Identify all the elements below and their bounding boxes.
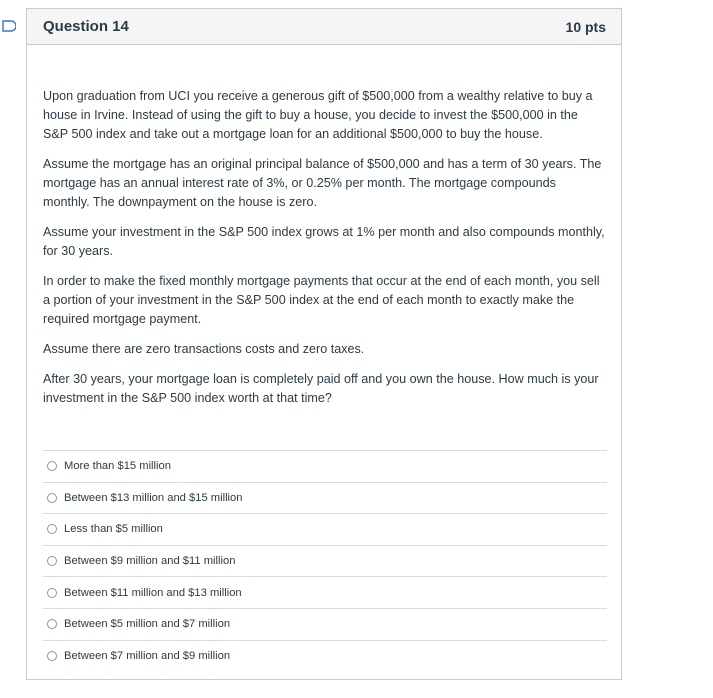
radio-button[interactable] xyxy=(47,524,57,534)
answer-option[interactable] xyxy=(43,576,607,608)
answer-option[interactable] xyxy=(43,513,607,545)
radio-button[interactable] xyxy=(47,619,57,629)
answer-list xyxy=(43,450,607,671)
answer-option[interactable] xyxy=(43,482,607,514)
question-points: 10 pts xyxy=(565,18,606,35)
question-paragraph: Assume there are zero transactions costs and zero taxes. xyxy=(43,342,365,356)
answer-label: Between $13 million and $15 million xyxy=(64,491,243,504)
radio-button[interactable] xyxy=(47,461,57,471)
question-paragraph: Assume your investment in the S&P 500 index grows at 1% per month and also compounds monthly, for 30 years. xyxy=(43,225,605,258)
answer-label: Less than $5 million xyxy=(64,523,163,536)
answer-option[interactable] xyxy=(43,545,607,577)
radio-button[interactable] xyxy=(47,493,57,503)
answer-option[interactable] xyxy=(43,640,607,672)
answer-label: Between $5 million and $7 million xyxy=(64,618,231,631)
answer-label: Between $11 million and $13 million xyxy=(64,586,242,599)
question-paragraph: Upon graduation from UCI you receive a generous gift of $500,000 from a wealthy relative to buy a house in Irvine. Instead of using the gift to buy a house, you decide to invest the $500,000 in the S&P 500 index and take out a mortgage loan for an additional $500,000 to buy the house. xyxy=(43,89,593,141)
answer-label: Between $7 million and $9 million xyxy=(64,649,231,662)
question-paragraph: After 30 years, your mortgage loan is completely paid off and you own the house. How much is your investment in the S&P 500 index worth at that time? xyxy=(43,372,599,405)
answer-option[interactable] xyxy=(43,608,607,640)
answer-option[interactable] xyxy=(43,450,607,482)
question-title: Question 14 xyxy=(43,18,129,35)
radio-button[interactable] xyxy=(47,556,57,566)
answer-label: Between $9 million and $11 million xyxy=(64,555,236,568)
radio-button[interactable] xyxy=(47,588,57,598)
question-paragraph: In order to make the fixed monthly mortgage payments that occur at the end of each month, you sell a portion of your investment in the S&P 500 index at the end of each month to exactly make the required mortgage payment. xyxy=(43,274,600,326)
question-header xyxy=(27,9,621,45)
radio-button[interactable] xyxy=(47,651,57,661)
question-text xyxy=(27,45,621,408)
flag-question-icon[interactable] xyxy=(2,20,16,32)
question-paragraph: Assume the mortgage has an original principal balance of $500,000 and has a term of 30 years. The mortgage has an annual interest rate of 3%, or 0.25% per month. The mortgage compounds monthly. The downpayment on the house is zero. xyxy=(43,157,602,209)
answer-label: More than $15 million xyxy=(64,460,171,473)
question-card xyxy=(26,8,622,680)
